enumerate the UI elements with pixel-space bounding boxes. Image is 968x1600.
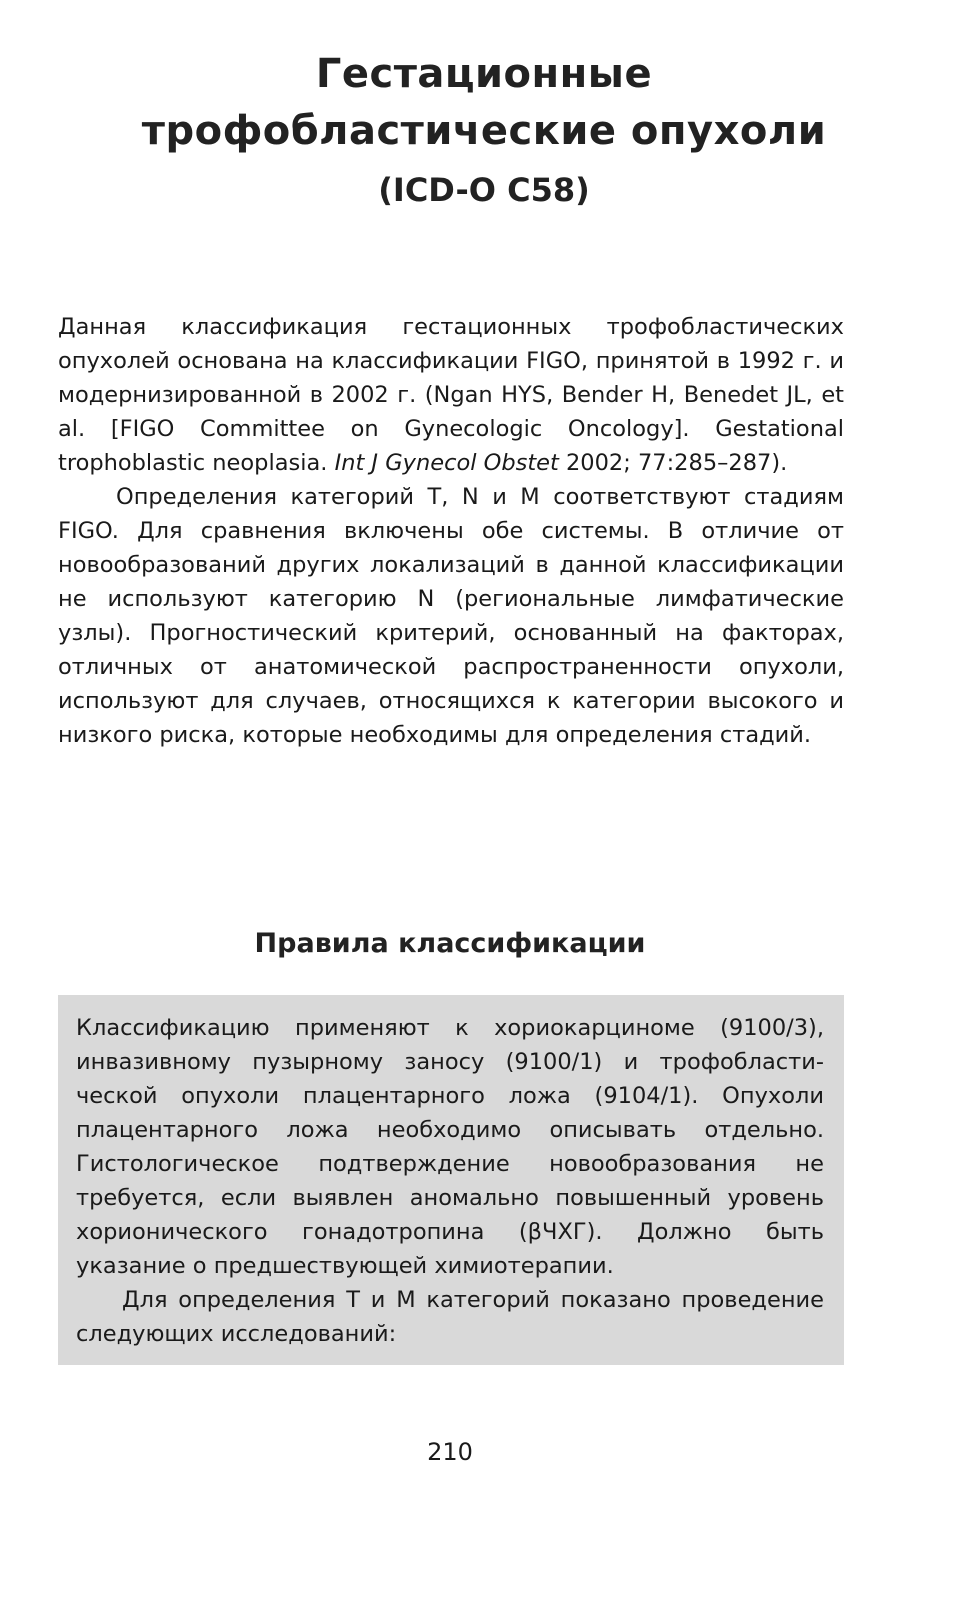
title-line-1: Гестационные	[315, 51, 653, 97]
intro-text	[58, 310, 844, 752]
intro-paragraph-1	[58, 310, 844, 480]
intro-paragraph-1-text: Данная классификация гестационных трофобластических опухолей основана на классификации FIGO, принятой в 1992 г. и модернизированной в 2002 г. (Ngan HYS, Bender H, Benedet JL, et al. [FIGO Committee on Gynecologic Oncology]. Gestational trophoblastic neoplasia.	[58, 314, 844, 476]
rules-paragraph-1: Классификацию применяют к хориокарциноме (9100/3), инвазивному пузырному заносу (9100/1) и трофобластической опухоли плацентарного ложа (9104/1). Опухоли плацентарного ложа необходимо описывать отдельно. Гистологическое подтверждение новообразования не требуется, если выявлен аномально повышенный уровень хорионического гонадотропина (βЧХГ). Должно быть указание о предшествующей химиотерапии.	[76, 1015, 824, 1279]
page-number: 210	[427, 1438, 473, 1466]
title-line-2: трофобластические опухоли	[141, 108, 827, 154]
rules-paragraph-2: Для определения T и M категорий показано проведение следующих исследований:	[76, 1287, 824, 1347]
journal-name: Int J Gynecol Obstet	[334, 450, 559, 476]
citation-details: 2002; 77:285–287).	[558, 450, 788, 476]
intro-paragraph-2: Определения категорий T, N и M соответствуют стадиям FIGO. Для сравнения включены обе системы. В отличие от новообразований других локализаций в данной классификации не используют категорию N (региональные лимфатические узлы). Прогностический критерий, основанный на факторах, отличных от анатомической распространенности опухоли, используют для случаев, относящихся к категории высокого и низкого риска, которые необходимы для определения стадий.	[58, 484, 844, 748]
rules-box	[58, 995, 844, 1365]
section-heading: Правила классификации	[254, 928, 646, 959]
icd-code: (ICD-O C58)	[378, 171, 590, 209]
